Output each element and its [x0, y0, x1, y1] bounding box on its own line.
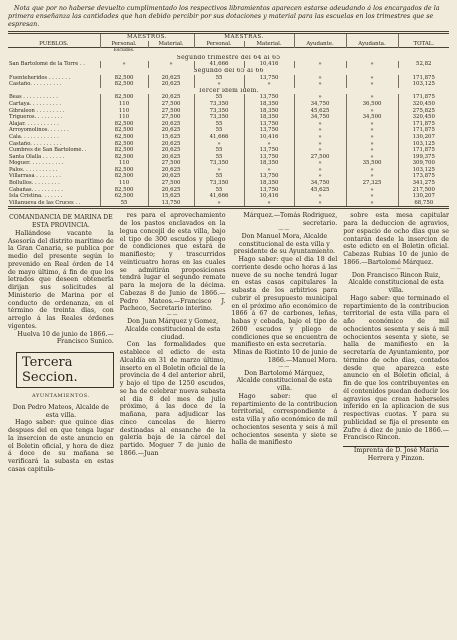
- table-cell: »: [294, 127, 346, 134]
- table-cell: »: [294, 81, 346, 88]
- table-cell: 320,450: [398, 114, 449, 121]
- pueblo-name: Villarrasa . . . . . . . .: [9, 173, 61, 180]
- table-cell: 110: [100, 114, 148, 121]
- table-cell: 27,500: [294, 154, 346, 161]
- pueblo-name: Palos. . . . . . . . . . .: [9, 166, 58, 173]
- table-cell: »: [194, 167, 244, 174]
- intro-note: Nota que por no haberse devuelto cumplimentado los respectivos libramientos aparecen estarse adeudando á los encargados de la primera enseñanza las cantidades que han debido percibir por sus dotaciones y material para las escuelas en los trimestres que se espresan.: [8, 4, 440, 28]
- pueblo-name: Fuenteheridos . . . . . . .: [9, 74, 71, 81]
- table-cell: 35,500: [346, 160, 398, 167]
- table-cell: »: [346, 187, 398, 194]
- table-cell: »: [346, 193, 398, 200]
- table-cell: 13,750: [148, 200, 194, 207]
- table-cell: 52,82: [398, 61, 449, 68]
- section-title: Segundo trimestre del 64 al 65: [176, 54, 281, 61]
- col-header: TOTAL.: [398, 41, 449, 48]
- table-cell: 55: [194, 121, 244, 128]
- section-title: Segundo del 65 al 66: [193, 67, 264, 74]
- table-cell: 20,625: [148, 167, 194, 174]
- table-cell: 20,625: [148, 75, 194, 82]
- table-row: [8, 121, 449, 128]
- column-1: [8, 212, 114, 473]
- table-cell: 68,750: [398, 200, 449, 207]
- table-cell: 18,350: [244, 160, 294, 167]
- table-cell: »: [294, 160, 346, 167]
- table-cell: 103,125: [398, 167, 449, 174]
- riotinto-body: Hago saber: que el dia 18 del corriente desde ocho horas á las nueve de su noche tendrá lugar en estas casas capitulares la subasta de los arbitrios para cubrir el presupuesto municipal en el próximo año económico de 1866 á 67 de carbones, leñas, habas y cebada, bajo el tipo de 2600 escudos y pliego de condiciones que se encuentra de manifiesto en esta secretaría.: [231, 256, 338, 349]
- table-row: [8, 61, 449, 68]
- table-cell: 217,500: [398, 187, 449, 194]
- table-cell: 13,750: [244, 154, 294, 161]
- table-cell: 309,700: [398, 160, 449, 167]
- table-cell: 20,625: [148, 187, 194, 194]
- table-cell: 20,625: [148, 121, 194, 128]
- table-cell: 41,666: [194, 134, 244, 141]
- table-row: [8, 147, 449, 154]
- marina-body: Hallándose vacante la Asesoría del distrito marítimo de la Gran Canaria, se publica por medio del presente según lo prevenido en Real órden de 14 de mayo último, á fin de que los letrados que deseen obtenerla dirijan sus solicitudes al Ministerio de Marina por el conducto de ordenanza, en el término de treinta dias, con arreglo á las Reales órdenes vigentes.: [8, 229, 114, 330]
- table-cell: 171,875: [398, 121, 449, 128]
- table-cell: 20,625: [148, 147, 194, 154]
- riotinto-alcalde: Don Manuel Mora, Alcalde constitucional de esta villa y presidente de su Ayuntamiento.: [233, 232, 336, 256]
- table-cell: 110: [100, 180, 148, 187]
- moguer-body: Con las formalidades que establece el edicto de esta Alcaldía en 31 de marzo último, inserto en el Boletin oficial de la provincia de 4 del anterior abril, y bajo el tipo de 1250 escudos, se ha de celebrar nueva subasta el dia 8 del mes de julio próximo, á las doce de la mañana, para adjudicar las cinco cancelas de hierro destinadas al ensanche de la galería baja de la cárcel del partido. Moguer 7 de junio de 1866.—Juan: [119, 341, 226, 457]
- pueblo-name: Villanueva de las Cruces . .: [9, 199, 81, 206]
- table-row: [8, 187, 449, 194]
- col-header: Material.: [244, 41, 294, 48]
- table-cell: »: [346, 75, 398, 82]
- table-cell: 55: [194, 75, 244, 82]
- table-cell: 82,500: [100, 141, 148, 148]
- table-cell: 171,875: [398, 147, 449, 154]
- pueblo-name: Gibraleon . . . . . . . . .: [9, 107, 65, 114]
- table-cell: 27,500: [148, 101, 194, 108]
- pueblo-name: Castaño. . . . . . . . . .: [9, 140, 62, 147]
- table-cell: »: [346, 61, 398, 68]
- table-cell: »: [346, 94, 398, 101]
- table-cell: 82,500: [100, 81, 148, 88]
- pueblos-header: PUEBLOS.: [39, 40, 69, 47]
- zufre-alcalde: Don Francisco Rincon Ruiz, Alcalde constitucional de esta villa.: [348, 271, 444, 295]
- table-row: [8, 154, 449, 161]
- table-cell: »: [346, 141, 398, 148]
- table-cell: »: [244, 167, 294, 174]
- table-cell: 13,750: [244, 147, 294, 154]
- tercera-seccion-title: Tercera Seccion.: [16, 352, 114, 388]
- table-cell: 18,350: [244, 108, 294, 115]
- table-cell: 73,350: [194, 160, 244, 167]
- divider: ——: [278, 363, 291, 370]
- table-row: [8, 114, 449, 121]
- table-cell: 13,750: [244, 173, 294, 180]
- table-row: [8, 75, 449, 82]
- col-header: Ayudante.: [294, 41, 346, 48]
- divider: ——: [278, 226, 291, 233]
- col-header: Ayudanta.: [346, 41, 398, 48]
- text-columns: [8, 212, 449, 473]
- table-row: [8, 193, 449, 200]
- table-cell: 55: [100, 200, 148, 207]
- pueblo-name: Moguer. . . . . . . . . . .: [9, 160, 64, 167]
- table-cell: 82,500: [100, 127, 148, 134]
- riotinto-signature: Minas de Riotinto 10 de junio de 1866.—Manuel Mora.: [233, 349, 338, 364]
- table-cell: 10,416: [244, 134, 294, 141]
- table-cell: 27,500: [148, 108, 194, 115]
- table-cell: 82,500: [100, 167, 148, 174]
- column-3: [232, 212, 338, 473]
- table-row: [8, 108, 449, 115]
- table-cell: »: [346, 200, 398, 207]
- table-cell: 41,666: [194, 193, 244, 200]
- table-cell: »: [346, 127, 398, 134]
- table-row: [8, 81, 449, 88]
- table-cell: »: [194, 200, 244, 207]
- table-cell: »: [294, 193, 346, 200]
- table-cell: »: [346, 173, 398, 180]
- table-cell: »: [346, 154, 398, 161]
- maestros-header: MAESTROS.: [100, 34, 194, 41]
- marina-heading: COMANDANCIA DE MARINA DE ESTA PROVINCIA.: [9, 214, 113, 230]
- table-row: [8, 127, 449, 134]
- table-cell: 34,750: [294, 114, 346, 121]
- table-cell: 27,500: [148, 180, 194, 187]
- table-cell: 20,625: [148, 94, 194, 101]
- table-cell: 18,350: [244, 101, 294, 108]
- table-cell: 36,500: [346, 101, 398, 108]
- zufre-body: Hago saber: que terminado el repartimiento de la contribucion territorial de esta villa para el año económico de mil ochocientos sesenta y seis á mil ochocientos sesenta y siete, se halla de manifiesto en la secretaría de Ayuntamiento, por término de ocho dias, contados desde que aparezca este anuncio en el Boletin oficial, á fin de que los contribuyentes en él contenidos puedan deducir los agravios que crean haberseles inferido en la aplicacion de sus respectivas cuotas. Y para su publicidad se fija el presente en Zufre á diez de junio de 1866.—Francisco Rincon.: [343, 294, 449, 442]
- table-cell: 82,500: [100, 154, 148, 161]
- table-cell: 13,750: [244, 75, 294, 82]
- table-cell: »: [194, 141, 244, 148]
- table-cell: 10,416: [244, 193, 294, 200]
- table-cell: 27,500: [148, 114, 194, 121]
- units-row: [8, 48, 449, 55]
- table-cell: »: [294, 167, 346, 174]
- table-cell: 171,875: [398, 94, 449, 101]
- marina-signature: Huelva 10 de junio de 1866.—Francisco Sunico.: [17, 330, 114, 346]
- cabezas-rubias-alcalde: Don Bartolomé Márquez, Alcalde constitucional de esta villa.: [236, 369, 333, 393]
- pueblo-name: Cartaya. . . . . . . . . .: [9, 100, 62, 107]
- table-cell: 20,625: [148, 141, 194, 148]
- pueblo-name: Cumbres de San Bartolomé. .: [9, 147, 87, 154]
- maestras-header: MAESTRAS.: [194, 34, 294, 41]
- table-cell: 55: [194, 94, 244, 101]
- table-cell: »: [346, 108, 398, 115]
- pueblo-name: Beas . . . . . . . . . . .: [9, 94, 58, 101]
- table-body: [8, 55, 449, 207]
- table-cell: 10,416: [244, 61, 294, 68]
- table-cell: »: [294, 75, 346, 82]
- pueblo-name: Cala. . . . . . . . . . . .: [9, 133, 59, 140]
- table-cell: 199,375: [398, 154, 449, 161]
- pueblo-name: Alajar. . . . . . . . . . .: [9, 120, 59, 127]
- table-cell: »: [100, 61, 148, 68]
- table-cell: »: [294, 134, 346, 141]
- table-row: [8, 94, 449, 101]
- table-cell: 82,500: [100, 187, 148, 194]
- table-cell: »: [294, 61, 346, 68]
- table-cell: 320,450: [398, 101, 449, 108]
- table-cell: »: [244, 200, 294, 207]
- table-cell: »: [294, 173, 346, 180]
- pueblo-name: Isla Cristina. . . . . . .: [9, 193, 63, 200]
- table-row: [8, 101, 449, 108]
- table-cell: 55: [194, 173, 244, 180]
- section-title-row: [8, 88, 449, 95]
- table-cell: »: [346, 134, 398, 141]
- table-cell: 27,500: [148, 160, 194, 167]
- col-header: Material.: [148, 41, 194, 48]
- imprenta-footer: Imprenta de D. José María Herrera y Pinzon.: [343, 446, 449, 463]
- moguer-alcalde: Don Juan Márquez y Gomez, Alcalde constitucional de esta ciudad.: [124, 318, 221, 341]
- table-cell: »: [148, 61, 194, 68]
- table-cell: 73,350: [194, 114, 244, 121]
- table-cell: »: [294, 94, 346, 101]
- cabezas-rubias-body: Hago saber: que el repartimiento de la contribucion territorial, correspondiente á esta villa y año económico de mil ochocientos sesenta y seis á mil ochocientos sesenta y siete se halla de manifiesto: [231, 392, 338, 447]
- col-header: Personal.: [194, 41, 244, 48]
- table-cell: 73,350: [194, 108, 244, 115]
- table-cell: 55: [194, 147, 244, 154]
- table-cell: »: [294, 147, 346, 154]
- table-cell: »: [346, 121, 398, 128]
- table-cell: 130,207: [398, 193, 449, 200]
- table-cell: 62,500: [100, 134, 148, 141]
- table-cell: »: [346, 81, 398, 88]
- table-cell: 13,750: [244, 94, 294, 101]
- table-cell: »: [194, 81, 244, 88]
- col-header: Personal.: [100, 41, 148, 48]
- table-cell: 27,325: [346, 180, 398, 187]
- table-cell: 55: [194, 187, 244, 194]
- table-cell: 275,825: [398, 108, 449, 115]
- table-cell: 82,500: [100, 173, 148, 180]
- table-cell: »: [346, 167, 398, 174]
- table-cell: 15,625: [148, 193, 194, 200]
- table-cell: »: [294, 121, 346, 128]
- table-cell: 20,625: [148, 127, 194, 134]
- cabezas-rubias-body-cont: sobre esta mesa capitular para la deduccion de agravios, por espacio de ocho dias que se contarán desde la insercion de este edicto en el Boletin oficial. Cabezas Rubias 10 de junio de 1866.—Bartolomé Márquez.: [343, 212, 449, 266]
- pueblo-name: San Bartolomé de la Torre . .: [9, 61, 85, 68]
- table-row: [8, 160, 449, 167]
- pueblo-name: Castaño. . . . . . . . . .: [9, 81, 62, 88]
- table-cell: »: [294, 200, 346, 207]
- cabezas-body: Hago saber: que quince dias despues del en que tenga lugar la insercion de este anuncio en el Boletin oficial, y hora de diez á doce de su mañana se verificará la subasta en estas casas capitula-: [8, 419, 114, 473]
- section-title-row: [8, 68, 449, 75]
- table-cell: 34,500: [346, 114, 398, 121]
- table-cell: 173,875: [398, 173, 449, 180]
- table-cell: 82,500: [100, 121, 148, 128]
- table-cell: 110: [100, 101, 148, 108]
- moguer-signature: Márquez.—Tomás Rodriguez, secretario.: [243, 212, 338, 228]
- cabezas-body-cont: res para el aprovechamiento de los pastos enclavados en la legua concejil de esta villa, bajo el tipo de 300 escudos y pliego de condiciones que estará de manifiesto; y trascurridos veinticuatro horas en las cuales se admitirán proposiciones tendrá lugar el segundo remate para la mejora de la décima. Cabezas 8 de Junio de 1866.—Pedro Mateos.—Francisco J. Pacheco, Secretario interino.: [119, 212, 226, 313]
- table-cell: 20,625: [148, 81, 194, 88]
- table-cell: 82,500: [100, 94, 148, 101]
- table-cell: 82,500: [100, 147, 148, 154]
- table-cell: 62,500: [100, 193, 148, 200]
- divider: ——: [390, 265, 403, 272]
- column-4: [343, 212, 449, 473]
- table-cell: 73,350: [194, 101, 244, 108]
- table-cell: 130,207: [398, 134, 449, 141]
- table-row: [8, 200, 449, 207]
- ayuntamientos-subheading: AYUNTAMIENTOS.: [31, 393, 90, 400]
- table-row: [8, 134, 449, 141]
- table-cell: »: [244, 81, 294, 88]
- pueblo-name: Arroyomolinos. . . . . . .: [9, 127, 69, 134]
- pueblo-name: Cabañas. . . . . . . . . .: [9, 186, 63, 193]
- table-cell: 41,666: [194, 61, 244, 68]
- table-row: [8, 173, 449, 180]
- table-cell: 110: [100, 108, 148, 115]
- table-cell: 34,750: [294, 180, 346, 187]
- table-cell: 20,625: [148, 154, 194, 161]
- divider: ——: [166, 312, 179, 319]
- table-cell: 45,625: [294, 187, 346, 194]
- table-cell: 82,500: [100, 75, 148, 82]
- table-cell: »: [294, 141, 346, 148]
- cabezas-alcalde: Don Pedro Mateos, Alcalde de esta villa.: [12, 403, 110, 419]
- table-bottom-rule: [8, 206, 449, 209]
- table-cell: 103,125: [398, 81, 449, 88]
- table-cell: 171,875: [398, 127, 449, 134]
- table-cell: 18,350: [244, 180, 294, 187]
- table-cell: 13,750: [244, 121, 294, 128]
- table-cell: 20,625: [148, 173, 194, 180]
- table-cell: 18,350: [244, 114, 294, 121]
- table-cell: 45,625: [294, 108, 346, 115]
- table-cell: 73,350: [194, 180, 244, 187]
- table-cell: 13,750: [244, 187, 294, 194]
- table-cell: »: [346, 147, 398, 154]
- pueblo-name: Trigueros. . . . . . . . .: [9, 114, 63, 121]
- units-label: Escudos.: [113, 48, 135, 54]
- pueblo-name: Bollullos. . . . . . . . .: [9, 180, 60, 187]
- table-row: [8, 167, 449, 174]
- table-row: [8, 180, 449, 187]
- table-cell: 55: [194, 127, 244, 134]
- table-cell: 55: [194, 154, 244, 161]
- section-title: Tercer idem idem.: [198, 87, 259, 94]
- table-cell: 110: [100, 160, 148, 167]
- pueblo-name: Santa Olalla . . . . . . .: [9, 153, 65, 160]
- table-cell: 171,875: [398, 75, 449, 82]
- group-header-row: [8, 34, 449, 41]
- table-cell: 15,625: [148, 134, 194, 141]
- table-cell: »: [244, 141, 294, 148]
- table-cell: 103,125: [398, 141, 449, 148]
- table-cell: 341,275: [398, 180, 449, 187]
- column-header-row: [8, 41, 449, 48]
- column-2: [120, 212, 226, 473]
- payments-table: [8, 34, 449, 206]
- table-row: [8, 141, 449, 148]
- table-cell: 34,750: [294, 101, 346, 108]
- table-cell: 13,750: [244, 127, 294, 134]
- section-title-row: [8, 55, 449, 62]
